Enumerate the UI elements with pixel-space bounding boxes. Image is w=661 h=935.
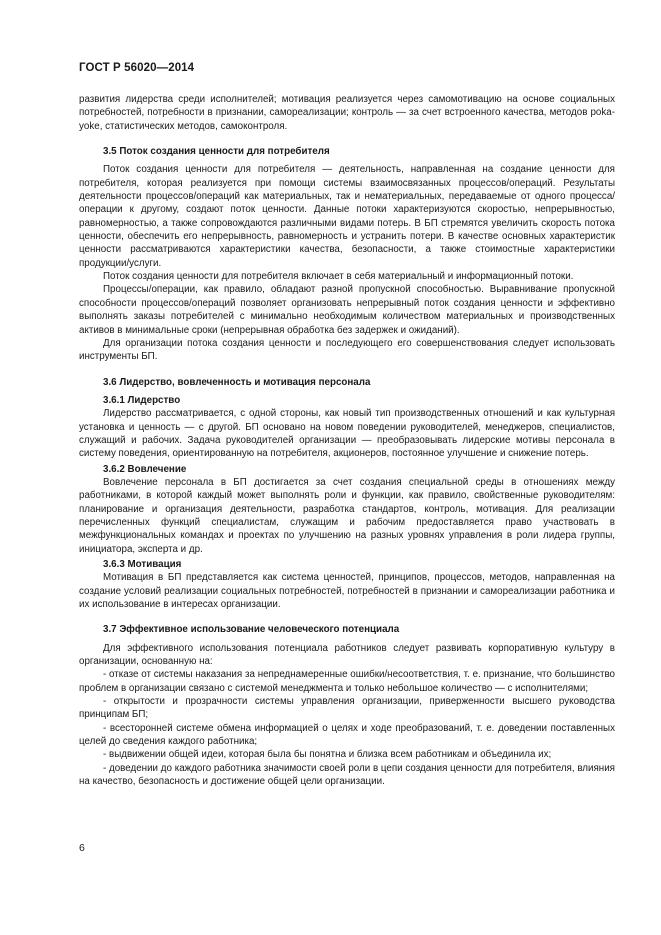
section-3-5-heading: 3.5 Поток создания ценности для потребителя xyxy=(103,146,330,158)
section-3-5-paragraph-1: Поток создания ценности для потребителя — деятельность, направленная на создание ценности для потребителя, которая реализуется при помощи системы взаимосвязанных процессов/операций. Результаты деятельности процессов/операций как материальных, так и нематериальных, передаваемые от одного процесса/операции к другому, создают поток ценности. Данные потоки характеризуются скоростью, непрерывностью, равномерностью, а также сопровождаются различными видами потерь. В БП стремятся увеличить скорость потока ценности, обеспечить его непрерывность, равномерность и устранить потери. В качестве основных характеристик ценности рассматриваются характеристики качества, безопасности, а также стоимостные характеристики продукции/услуги. xyxy=(79,164,615,269)
page-number: 6 xyxy=(79,842,85,854)
section-3-5-paragraph-2: Поток создания ценности для потребителя включает в себя материальный и информационный потоки. xyxy=(103,271,574,283)
section-3-6-1-paragraph: Лидерство рассматривается, с одной стороны, как новый тип производственных отношений и как культурная установка и ценность — с другой. БП основано на новом поведении руководителей, менеджеров, специалистов, служащий и рабочих. Задача руководителей организации — преобразовывать лидерские мотивы персонала в систему поведения, ориентированную на потребителя, акционеров, постоянное улучшение и снижение потерь. xyxy=(79,408,615,460)
section-3-6-3-heading: 3.6.3 Мотивация xyxy=(103,559,182,570)
document-header: ГОСТ Р 56020—2014 xyxy=(79,62,195,74)
document-page xyxy=(79,62,615,789)
intro-paragraph: развития лидерства среди исполнителей; мотивация реализуется через самомотивацию на основе социальных потребностей, потребности в признании, самореализации; контроль — за счет встроенного качества, методов poka-yoke, статистических методов, самоконтроля. xyxy=(79,94,615,132)
list-item: - доведении до каждого работника значимости своей роли в цепи создания ценности для потребителя, влияния на качество, безопасность и достижение общей цели организации. xyxy=(79,762,615,788)
list-item: - открытости и прозрачности системы управления организации, приверженности высшего руководства принципам БП; xyxy=(79,696,615,721)
section-3-6-2-paragraph: Вовлечение персонала в БП достигается за счет создания специальной среды в отношениях между работниками, в которой каждый может выполнять роли и функции, как правило, свойственные руководителям: планирование и организация деятельности, разработка стандартов, контроль, мотивация. Для реализации перечисленных функций специалистам, служащим и рабочим предоставляется право участвовать в межфункциональных командах и проектах по улучшению на разных уровнях управления в роли лидера группы, инициатора, эксперта и др. xyxy=(79,476,615,555)
section-3-6-3-paragraph: Мотивация в БП представляется как система ценностей, принципов, процессов, методов, направленная на создание условий реализации социальных потребностей, потребностей в признании и самореализации работника и их использование в интересах организации. xyxy=(79,572,615,611)
list-item: - всесторонней системе обмена информацией о целях и ходе преобразований, т. е. доведении поставленных целей до сведения каждого работника; xyxy=(79,722,615,748)
section-3-7-lead: Для эффективного использования потенциала работников следует развивать корпоративную культуру в организации, основанную на: xyxy=(79,642,615,668)
section-3-5-paragraph-4: Для организации потока создания ценности и последующего его совершенствования следует использовать инструменты БП. xyxy=(79,337,615,363)
section-3-6-heading: 3.6 Лидерство, вовлеченность и мотивация персонала xyxy=(103,376,371,388)
list-item: - выдвижении общей идеи, которая была бы понятна и близка всем работникам и объединила их; xyxy=(103,749,552,761)
section-3-5-paragraph-3: Процессы/операции, как правило, обладают разной пропускной способностью. Выравнивание пропускной способности процессов/операций позволяет организовать непрерывный поток создания ценности и эффективно выполнять заказы потребителей с минимально необходимым количеством материальных и производственных активов в минимальные сроки (непрерывная обработка без задержек и ожиданий). xyxy=(79,284,615,336)
section-3-6-2-heading: 3.6.2 Вовлечение xyxy=(103,463,187,475)
section-3-7-heading: 3.7 Эффективное использование человеческого потенциала xyxy=(103,624,400,636)
section-3-6-1-heading: 3.6.1 Лидерство xyxy=(103,394,181,406)
list-item: - отказе от системы наказания за непреднамеренные ошибки/несоответствия, т. е. признание, что большинство проблем в организации связано с системой менеджмента и только небольшое количество — с исполнителями; xyxy=(79,669,615,694)
